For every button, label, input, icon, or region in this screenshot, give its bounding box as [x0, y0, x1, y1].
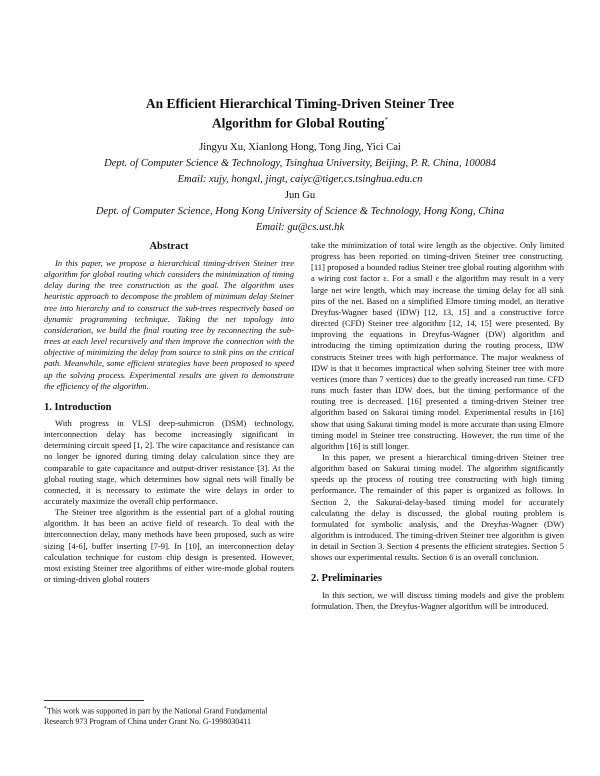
- intro-paragraph-4: In this paper, we present a hierarchical timing-driven Steiner tree algorithm based on Sakurai timing model. The algorithm significantly speeds up the process of routing tree constructing with high timing performance. The remainder of this paper is organized as follows. In Section 2, the Sakurai-delay-based timing model for accurately calculating the delay is discussed, the global routing problem is formulated for symbolic analysis, and the Dreyfus-Wagner (DW) algorithm is introduced. The timing-driven Steiner tree algorithm is given in detail in Section 3. Section 4 presents the efficient strategies. Section 5 shows our experimental results. Section 6 is an overall conclusion.: [311, 451, 564, 563]
- preliminaries-heading: 2. Preliminaries: [311, 572, 382, 584]
- title-line-2-text: Algorithm for Global Routing: [211, 115, 385, 131]
- left-column: [44, 240, 294, 585]
- footnote-rule: [44, 700, 144, 701]
- intro-paragraph-1: With progress in VLSI deep-submicron (DSM) technology, interconnection delay has become increasingly significant in determining circuit speed [1, 2]. The wire capacitance and resistance can no longer be ignored during timing delay calculation since they are comparable to gate capacitance and output-driver resistance [3]. At the global routing stage, which determines how signal nets will finally be connected, it is necessary to estimate the wire delays in order to accurately maximize the overall chip performance.: [44, 417, 294, 506]
- email-1: Email: xujy, hongxl, jingt, caiyc@tiger.cs.tsinghua.edu.cn: [177, 174, 423, 185]
- footnote-mark: *: [44, 706, 47, 712]
- right-column: [311, 240, 564, 612]
- title-footnote-mark: *: [384, 116, 389, 124]
- abstract-body: In this paper, we propose a hierarchical timing-driven Steiner tree algorithm for global routing which considers the minimization of timing delay during the tree construction as the goal. The algorithm uses heuristic approach to decompose the problem of minimum delay Steiner tree into hierarchy and to construct the sub-trees respectively based on dynamic programming technique. Taking the net topology into consideration, we build the final routing tree by reconnecting the sub-trees at each level recursively and then improve the connection with the objective of minimizing the delay from source to sink pins on the critical path. Meanwhile, some efficient strategies have been proposed to speed up the solving process. Experimental results are given to demonstrate the efficiency of the algorithm.: [44, 258, 294, 391]
- paper-title: [0, 96, 600, 132]
- title-line-2: [0, 112, 600, 132]
- footnote-text: This work was supported in part by the National Grand Fundamental Research 973 Program of China under Grant No. G-1998030411: [44, 706, 268, 727]
- author-names-2: Jun Gu: [284, 190, 316, 201]
- affiliation-2: Dept. of Computer Science, Hong Kong University of Science & Technology, Hong Kong, China: [95, 206, 505, 217]
- author-block: [0, 140, 600, 236]
- intro-paragraph-2: The Steiner tree algorithm is the essential part of a global routing algorithm. It has been an active field of research. To deal with the interconnection delay, many methods have been proposed, such as wire sizing [4-6], buffer inserting [7-9]. In [10], an interconnection delay calculation technique for custom chip design is presented. However, most existing Steiner tree algorithms of either wire-mode global routers or timing-driven global routers: [44, 507, 294, 585]
- intro-paragraph-3: take the minimization of total wire length as the objective. Only limited progress has been reported on timing-driven Steiner tree constructing. [11] proposed a bounded radius Steiner tree global routing algorithm with a wiring cost factor ε. For a small ε the algorithm may result in a very large net wire length, which may increase the timing delay for all sink pins of the net. Based on a simplified Elmore timing model, an iterative Dreyfus-Wagner based (IDW) [12, 13, 15] and a constructive force directed (CFD) Steiner tree algorithm [12, 14, 15] were presented. By improving the equations in Dreyfus-Wagner (DW) algorithm and introducing the timing optimization during the routing process, IDW constructs Steiner trees with high performance. The major weakness of IDW is that it becomes impractical when solving Steiner tree with more vertices (more than 7 vertices) due to the greatly increased run time. CFD runs much faster than IDW does, but the timing performance of the routing tree is decreased. [16] presented a timing-driven Steiner tree algorithm based on Sakurai timing model. Experimental results in [16] show that using Sakurai timing model is more accurate than using Elmore timing model in Steiner tree constructing. However, the run time of the algorithm [16] is still longer.: [311, 240, 564, 451]
- email-2: Email: gu@cs.ust.hk: [255, 222, 345, 233]
- author-names-1: Jingyu Xu, Xianlong Hong, Tong Jing, Yici Cai: [199, 142, 401, 153]
- prelim-paragraph-1: In this section, we will discuss timing models and give the problem formulation. Then, the Dreyfus-Wagner algorithm will be introduced.: [311, 589, 564, 611]
- footnote: [44, 700, 284, 728]
- footnote-content: [44, 704, 284, 728]
- abstract-heading: Abstract: [149, 241, 189, 252]
- introduction-heading: 1. Introduction: [44, 401, 112, 413]
- title-line-1: An Efficient Hierarchical Timing-Driven Steiner Tree: [145, 96, 455, 111]
- affiliation-1: Dept. of Computer Science & Technology, Tsinghua University, Beijing, P. R. China, 100084: [104, 158, 496, 169]
